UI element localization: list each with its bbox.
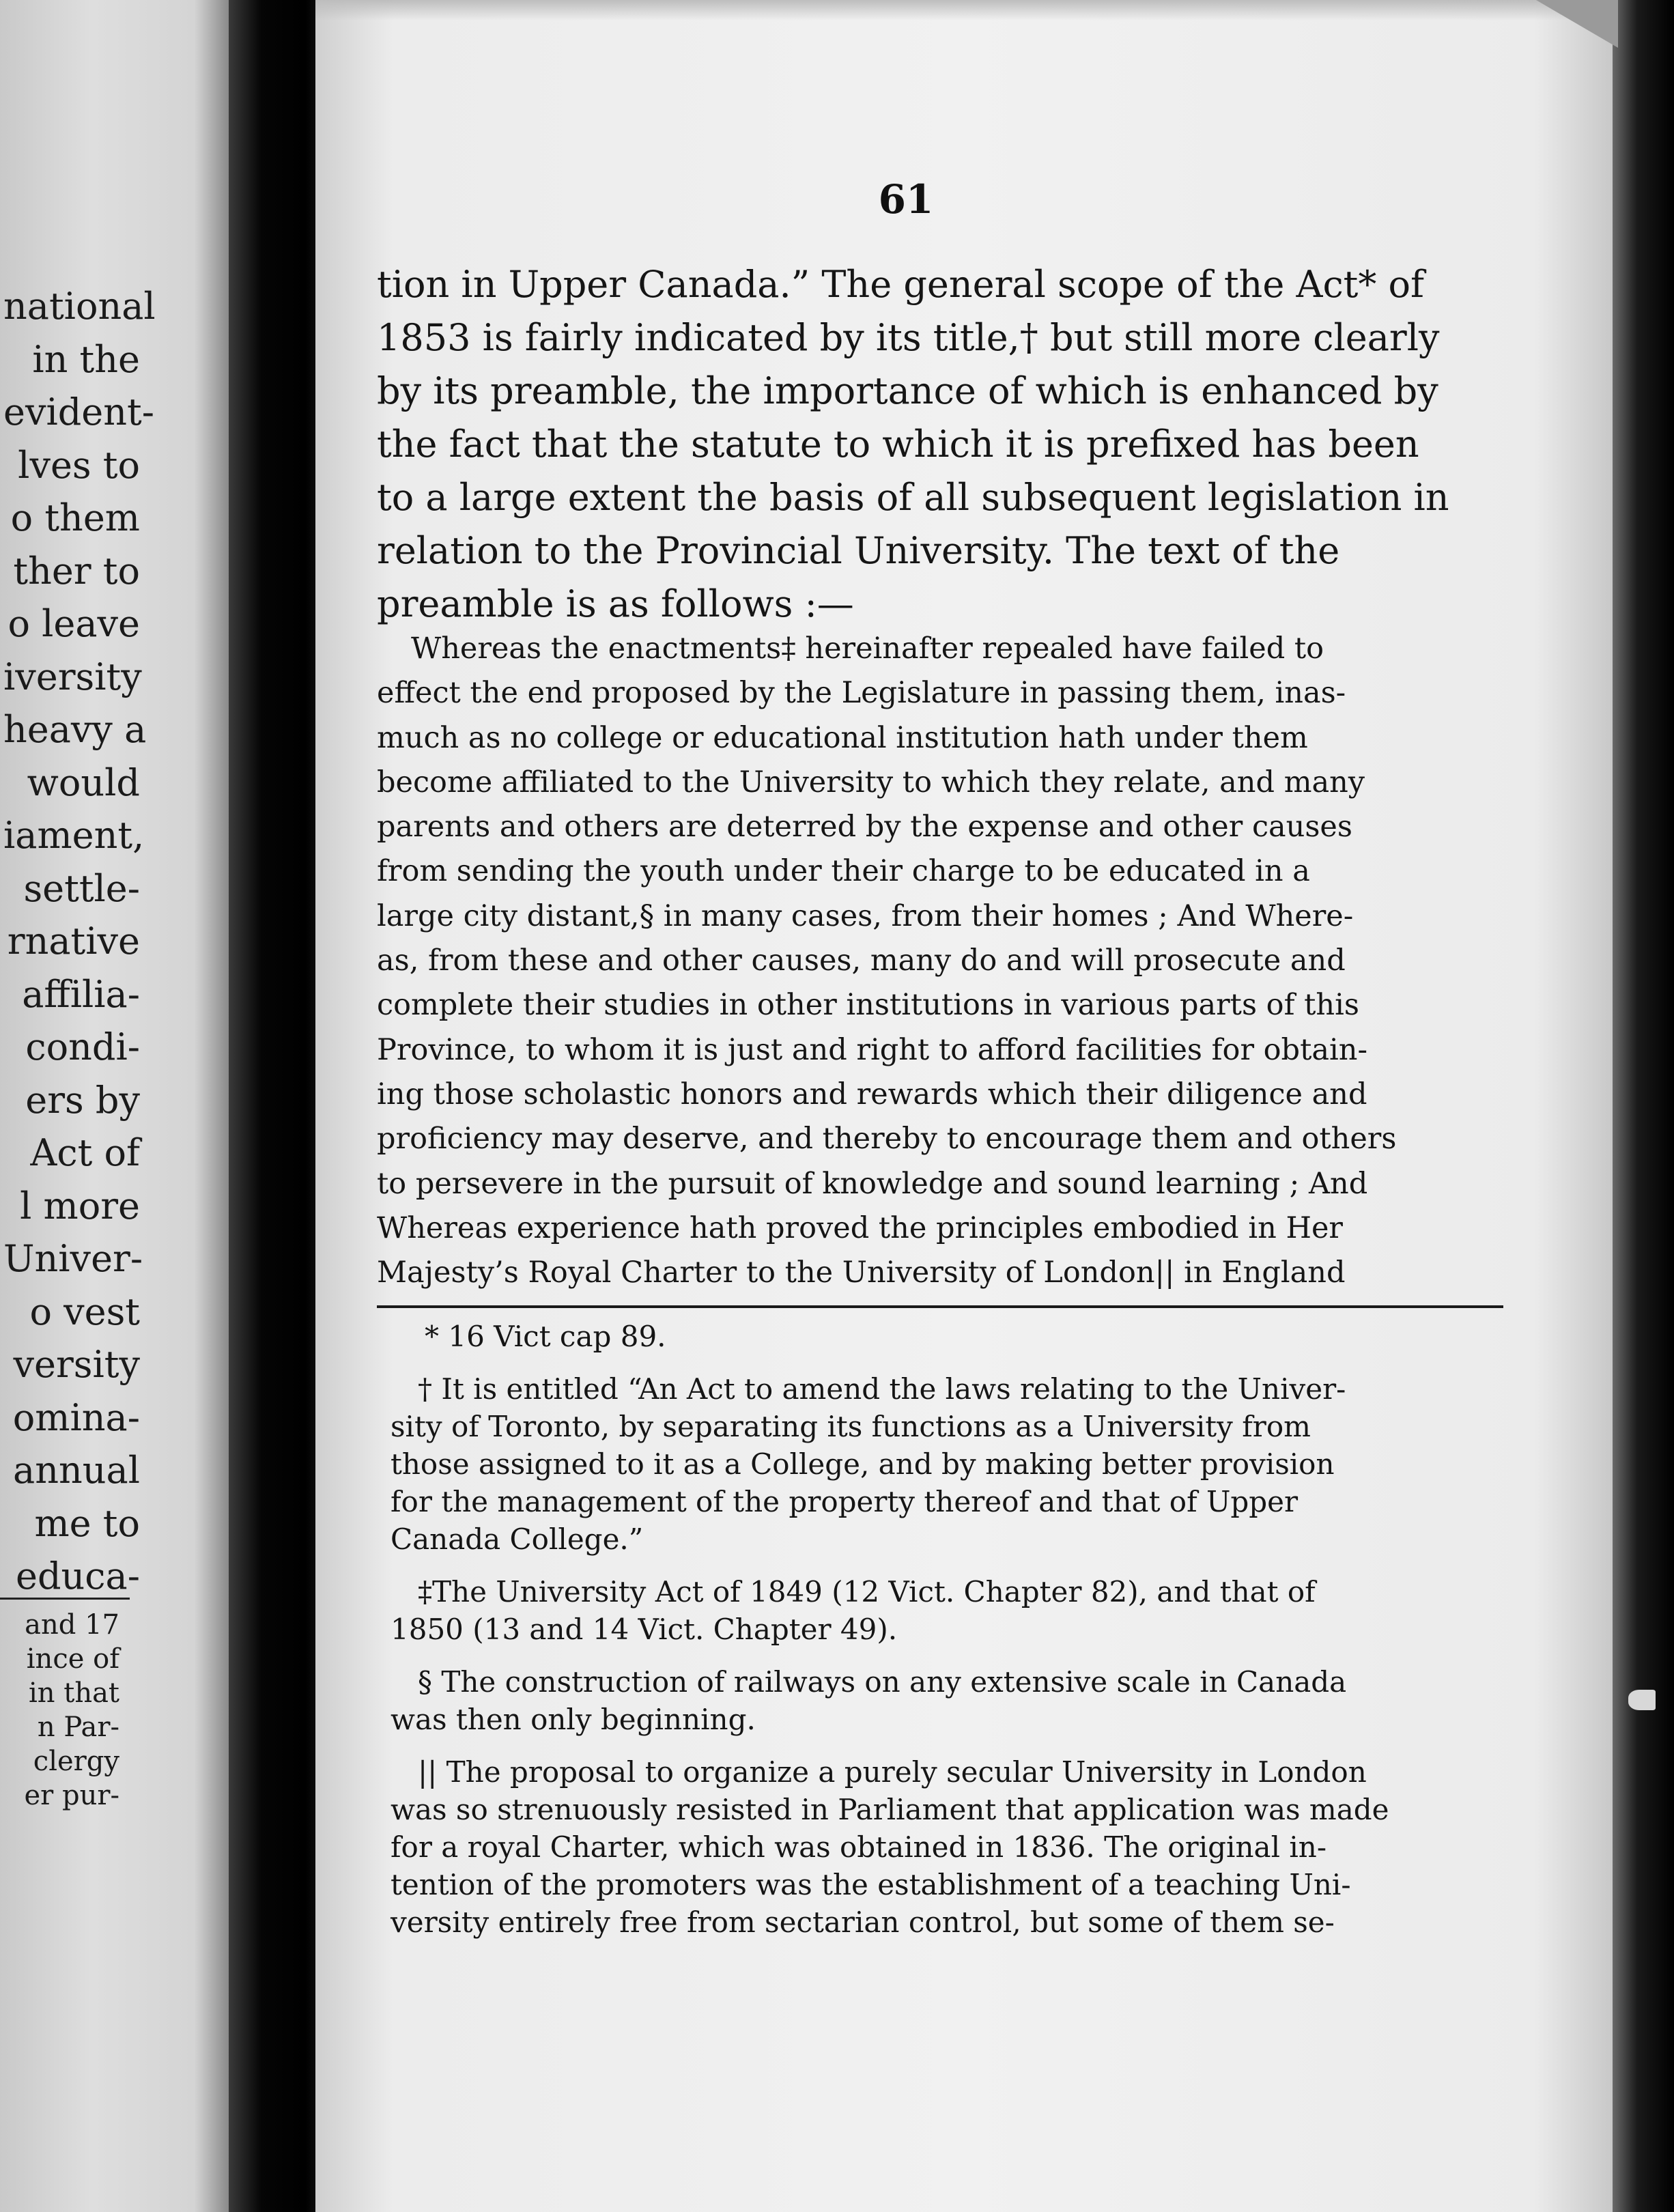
text-line: annual <box>13 1449 140 1492</box>
footnote-divider <box>0 1598 130 1600</box>
text-line: complete their studies in other institutions in various parts of this <box>377 988 1359 1023</box>
text-line: settle- <box>23 866 140 910</box>
footnote-line: ince of <box>26 1643 119 1675</box>
preamble-quotation <box>377 627 1496 1295</box>
text-line: to persevere in the pursuit of knowledge and sound learning ; And <box>377 1166 1368 1201</box>
previous-page-text <box>3 280 156 1603</box>
text-line: versity <box>13 1343 140 1386</box>
footnote-line: versity entirely free from sectarian control, but some of them se- <box>391 1905 1335 1939</box>
text-line: educa- <box>16 1555 140 1598</box>
text-line: ther to <box>13 549 140 593</box>
text-line: much as no college or educational institution hath under them <box>377 720 1308 755</box>
text-line: Act of <box>30 1131 140 1174</box>
text-line: condi- <box>25 1025 140 1068</box>
previous-page <box>0 0 229 2212</box>
text-line: the fact that the statute to which it is prefixed has been <box>377 423 1419 466</box>
text-line: by its preamble, the importance of which is enhanced by <box>377 369 1438 412</box>
body-paragraph <box>377 258 1496 631</box>
footnote-line: those assigned to it as a College, and by making better provision <box>391 1447 1335 1481</box>
footnote-line: 1850 (13 and 14 Vict. Chapter 49). <box>391 1613 898 1646</box>
footnote-line: was then only beginning. <box>391 1703 756 1736</box>
text-line: Province, to whom it is just and right to afford facilities for obtain- <box>377 1032 1367 1067</box>
footnote-line: and 17 <box>25 1609 119 1641</box>
page-edge-shadow <box>1613 0 1674 2212</box>
text-line: evident- <box>3 391 154 434</box>
footnotes <box>391 1318 1537 1956</box>
footnote <box>391 1663 1537 1738</box>
text-line: from sending the youth under their charge to be educated in a <box>377 854 1310 889</box>
footnote-divider <box>377 1305 1503 1308</box>
footnote-line: was so strenuously resisted in Parliament that application was made <box>391 1793 1389 1826</box>
text-line: tion in Upper Canada.” The general scope of the Act* of <box>377 263 1425 306</box>
footnote-line: Canada College.” <box>391 1522 644 1556</box>
page-number: 61 <box>878 176 934 223</box>
text-line: Univer- <box>3 1237 143 1280</box>
text-line: omina- <box>12 1395 140 1439</box>
text-line: o leave <box>8 602 140 645</box>
text-line: as, from these and other causes, many do and will prosecute and <box>377 944 1346 978</box>
footnote-line: clergy <box>33 1746 119 1777</box>
footnote-line: † It is entitled “An Act to amend the laws relating to the Univer- <box>418 1372 1346 1406</box>
text-line: iament, <box>3 814 145 857</box>
text-line: national <box>3 285 156 328</box>
footnote-line: n Par- <box>37 1712 119 1743</box>
current-page <box>315 0 1613 2212</box>
footnote <box>391 1318 1537 1355</box>
text-line: affilia- <box>22 972 140 1016</box>
text-line: to a large extent the basis of all subsequent legislation in <box>377 476 1449 519</box>
text-line: heavy a <box>3 708 147 751</box>
text-line: ers by <box>25 1078 140 1122</box>
text-line: effect the end proposed by the Legislature in passing them, inas- <box>377 676 1346 711</box>
text-line: ing those scholastic honors and rewards which their diligence and <box>377 1077 1367 1111</box>
text-line: 1853 is fairly indicated by its title,† but still more clearly <box>377 316 1440 359</box>
text-line: Majesty’s Royal Charter to the University of London|| in England <box>377 1256 1346 1290</box>
text-line: proficiency may deserve, and thereby to encourage them and others <box>377 1122 1397 1157</box>
page-corner-fold <box>1536 0 1618 48</box>
text-line: preamble is as follows :— <box>377 582 854 625</box>
text-line: large city distant,§ in many cases, from their homes ; And Where- <box>377 898 1354 933</box>
text-line: iversity <box>3 655 142 698</box>
footnote <box>391 1573 1537 1648</box>
footnote <box>391 1370 1537 1558</box>
previous-page-footnotes <box>3 1608 119 1813</box>
page-tab-mark <box>1628 1690 1656 1710</box>
text-line: l more <box>20 1184 140 1228</box>
footnote-line: ‡The University Act of 1849 (12 Vict. Chapter 82), and that of <box>418 1575 1316 1608</box>
text-line: would <box>27 761 140 804</box>
text-line: o them <box>10 496 140 539</box>
text-line: parents and others are deterred by the expense and other causes <box>377 810 1352 845</box>
text-line: Whereas the enactments‡ hereinafter repealed have failed to <box>411 632 1324 666</box>
footnote-line: for a royal Charter, which was obtained in 1836. The original in- <box>391 1830 1327 1864</box>
footnote-line: er pur- <box>24 1780 119 1811</box>
footnote-line: in that <box>28 1677 119 1709</box>
footnote-line: for the management of the property thereof and that of Upper <box>391 1485 1299 1518</box>
text-line: o vest <box>29 1290 140 1333</box>
footnote-line: § The construction of railways on any extensive scale in Canada <box>418 1665 1347 1699</box>
text-line: rnative <box>7 920 140 963</box>
text-line: relation to the Provincial University. The text of the <box>377 529 1340 572</box>
text-line: lves to <box>18 443 140 487</box>
text-line: become affiliated to the University to which they relate, and many <box>377 765 1365 799</box>
text-line: in the <box>32 337 140 381</box>
text-line: Whereas experience hath proved the principles embodied in Her <box>377 1210 1343 1245</box>
footnote-line: tention of the promoters was the establishment of a teaching Uni- <box>391 1868 1351 1901</box>
footnote-line: sity of Toronto, by separating its functions as a University from <box>391 1410 1311 1443</box>
footnote-line: || The proposal to organize a purely secular University in London <box>418 1755 1367 1789</box>
footnote <box>391 1753 1537 1941</box>
footnote-line: * 16 Vict cap 89. <box>425 1320 666 1353</box>
text-line: me to <box>34 1501 140 1545</box>
